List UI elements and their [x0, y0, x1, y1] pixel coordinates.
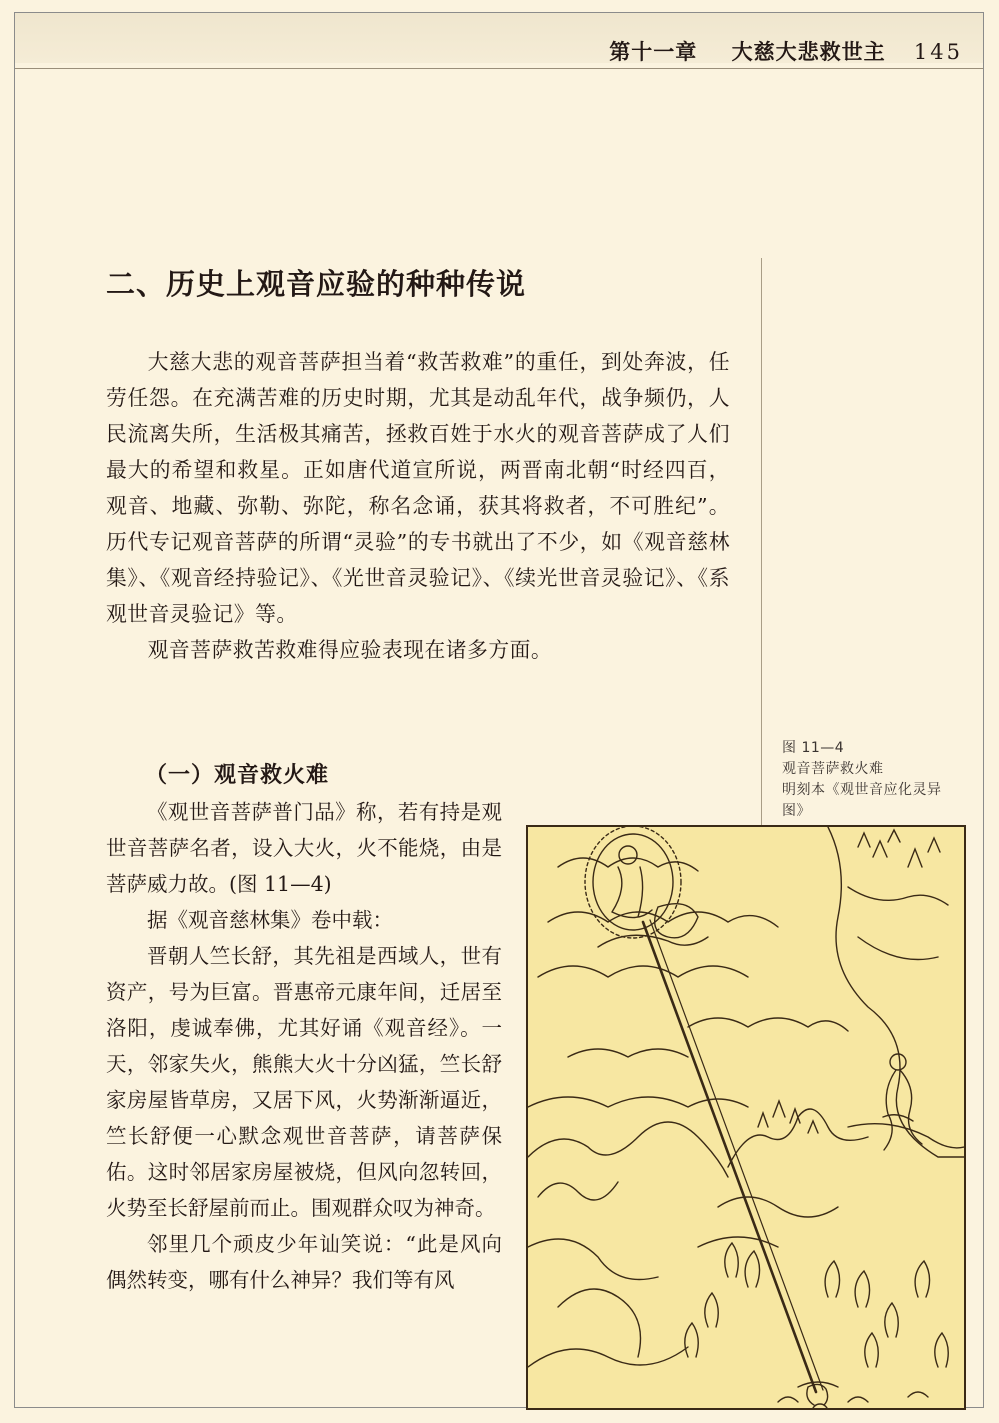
section-heading: 二、历史上观音应验的种种传说: [106, 267, 527, 301]
figure-number: 图 11—4: [782, 740, 845, 756]
body-paragraph: 观音菩萨救苦救难得应验表现在诸多方面。: [147, 638, 553, 662]
section-body: [106, 344, 730, 668]
body-paragraph: 大慈大悲的观音菩萨担当着“救苦救难”的重任，到处奔波，任劳任怨。在充满苦难的历史时期，尤其是动乱年代，战争频仍，人民流离失所，生活极其痛苦，拯救百姓于水火的观音菩萨成了人们最大的希望和救星。正如唐代道宣所说，两晋南北朝“时经四百，观音、地藏、弥勒、弥陀，称名念诵，获其将救者，不可胜纪”。历代专记观音菩萨的所谓“灵验”的专书就出了不少，如《观音慈林集》、《观音经持验记》、《光世音灵验记》、《续光世音灵验记》、《系观世音灵验记》等。: [106, 350, 730, 626]
figure-caption-line: 明刻本《观世音应化灵异: [782, 782, 942, 798]
illustration-drawing: [528, 827, 964, 1408]
body-paragraph: 据《观音慈林集》卷中载：: [147, 908, 393, 932]
chapter-title: 大慈大悲救世主: [731, 39, 886, 64]
body-paragraph: 晋朝人竺长舒，其先祖是西域人，世有资产，号为巨富。晋惠帝元康年间，迁居至洛阳，虔诚奉佛，尤其好诵《观音经》。一天，邻家失火，熊熊大火十分凶猛，竺长舒家房屋皆草房，又居下风，火势渐渐逼近，竺长舒便一心默念观世音菩萨，请菩萨保佑。这时邻居家房屋被烧，但风向忽转回，火势至长舒屋前而止。围观群众叹为神奇。: [106, 944, 502, 1220]
subsection-heading: （一）观音救火难: [145, 762, 330, 788]
header-rule: [15, 68, 983, 69]
figure-caption-line: 图》: [782, 803, 811, 819]
woodblock-illustration: [526, 825, 966, 1410]
running-header: [609, 36, 963, 66]
margin-divider: [761, 258, 762, 828]
body-paragraph: 《观世音菩萨普门品》称，若有持是观世音菩萨名者，设入大火，火不能烧，由是菩萨威力故。(图 11—4): [106, 800, 502, 896]
chapter-number: 第十一章: [609, 39, 698, 64]
figure-caption-line: 观音菩萨救火难: [782, 761, 884, 777]
subsection-body: [106, 794, 502, 1298]
body-paragraph: 邻里几个顽皮少年讪笑说：“此是风向偶然转变，哪有什么神异？我们等有风: [106, 1232, 502, 1292]
figure-caption: [782, 738, 967, 822]
page-number: 145: [913, 40, 963, 64]
